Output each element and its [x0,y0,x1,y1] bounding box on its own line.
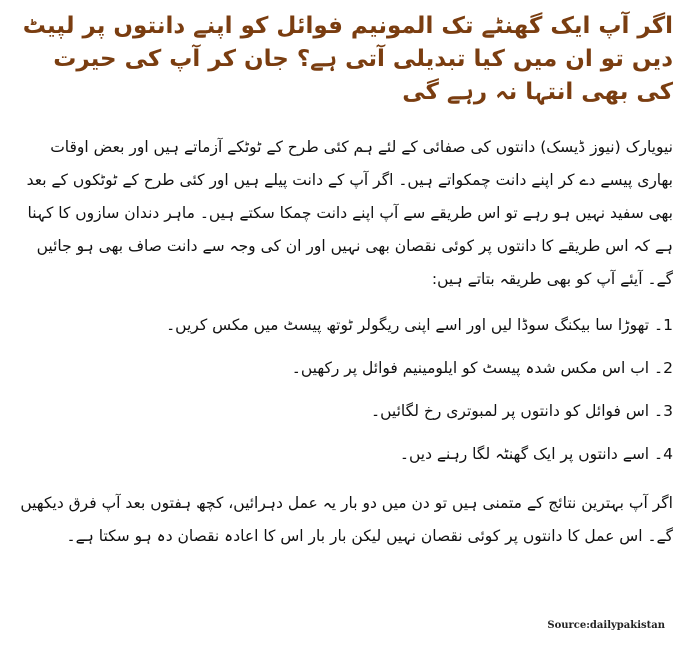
source-credit: Source:dailypakistan [547,620,665,631]
step-item: 4۔ اسے دانتوں پر ایک گھنٹہ لگا رہنے دیں۔ [399,445,673,463]
article [18,10,673,553]
intro-paragraph: نیویارک (نیوز ڈیسک) دانتوں کی صفائی کے لئے ہم کئی طرح کے ٹوٹکے آزماتے ہیں اور بعض اوقات بھاری پیسے دے کر اپنے دانت چمکواتے ہیں۔ اگر آپ کے دانت پیلے ہیں اور کئی طرح کے ٹوٹکوں کے بعد بھی سفید نہیں ہو رہے تو اس طریقے سے آپ اپنے دانت چمکا سکتے ہیں۔ ماہر دندان سازوں کا کہنا ہے کہ اس طریقے کا دانتوں پر کوئی نقصان بھی نہیں اور ان کی وجہ سے دانت صاف بھی ہو جائیں گے۔ آیئے آپ کو بھی طریقہ بتاتے ہیں: [26,138,673,288]
step-item: 1۔ تھوڑا سا بیکنگ سوڈا لیں اور اسے اپنی ریگولر ٹوتھ پیسٹ میں مکس کریں۔ [166,316,673,334]
step-item: 3۔ اس فوائل کو دانتوں پر لمبوتری رخ لگائیں۔ [371,402,673,420]
article-headline: اگر آپ ایک گھنٹے تک المونیم فوائل کو اپنے دانتوں پر لپیٹ دیں تو ان میں کیا تبدیلی آتی ہے؟ جان کر آپ کی حیرت کی بھی انتہا نہ رہے گی [22,13,673,105]
step-item: 2۔ اب اس مکس شدہ پیسٹ کو ایلومینیم فوائل پر رکھیں۔ [291,359,673,377]
closing-paragraph: اگر آپ بہترین نتائج کے متمنی ہیں تو دن میں دو بار یہ عمل دہرائیں، کچھ ہفتوں بعد آپ فرق دیکھیں گے۔ اس عمل کا دانتوں پر کوئی نقصان نہیں لیکن بار بار اس کا اعادہ نقصان دہ ہو سکتا ہے۔ [20,494,673,545]
steps-list [18,310,673,469]
